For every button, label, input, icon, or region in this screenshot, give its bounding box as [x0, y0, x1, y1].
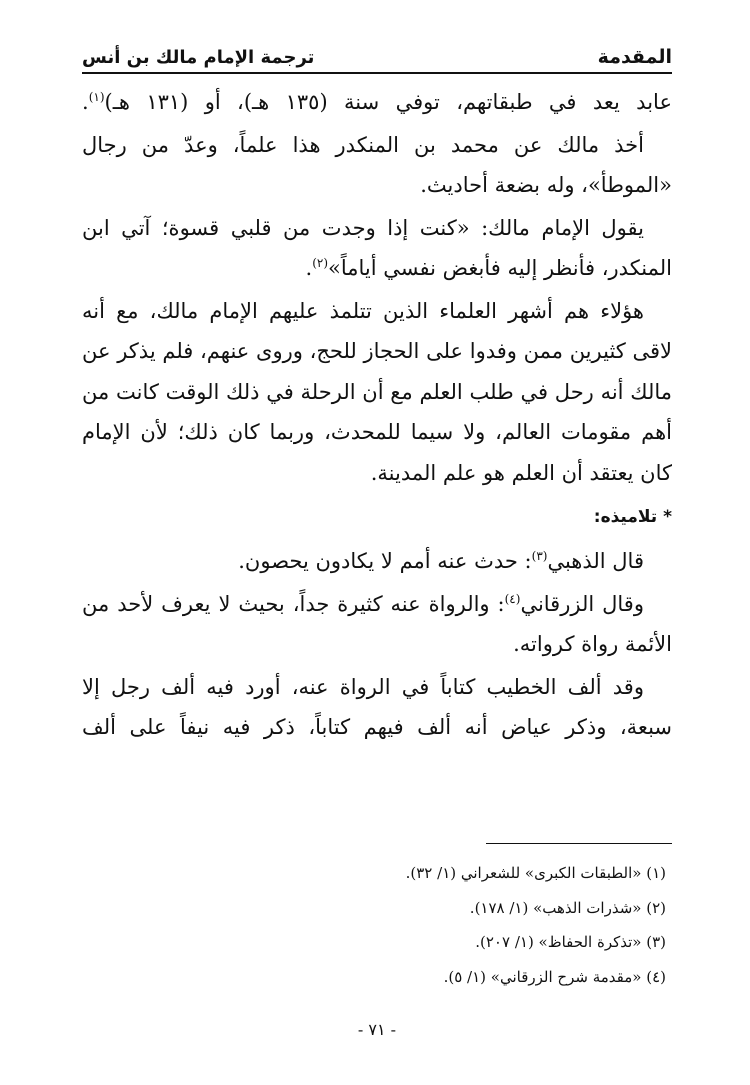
paragraph-text: قال الذهبي — [547, 549, 644, 573]
paragraph-zurqani — [82, 584, 672, 665]
footnote-1: (١) «الطبقات الكبرى» للشعراني (١/ ٣٢). — [405, 864, 666, 882]
footnotes — [82, 856, 666, 994]
paragraph-ibn-munkadir: أخذ مالك عن محمد بن المنكدر هذا علماً، وعدّ من رجال «الموطأ»، وله بضعة أحاديث. — [82, 132, 672, 197]
paragraph-tail: . — [82, 90, 89, 114]
paragraph-dhahabi — [82, 541, 672, 582]
footnote-4: (٤) «مقدمة شرح الزرقاني» (١/ ٥). — [443, 967, 666, 986]
paragraph-khatib: وقد ألف الخطيب كتاباً في الرواة عنه، أورد فيه ألف رجل إلا سبعة، وذكر عياض أنه ألف فيهم كتاباً، ذكر فيه نيفاً على ألف — [82, 674, 672, 739]
page-body — [82, 82, 672, 750]
page-number: - ٧١ - — [357, 1020, 397, 1039]
section-title: المقدمة — [597, 46, 672, 68]
paragraph-text: وقال الزرقاني — [520, 591, 644, 616]
footnote-separator — [486, 843, 672, 844]
footnote-ref: (٣) — [531, 549, 548, 563]
footnote-2: (٢) «شذرات الذهب» (١/ ١٧٨). — [469, 898, 666, 917]
paragraph-teachers: هؤلاء هم أشهر العلماء الذين تتلمذ عليهم الإمام مالك، مع أنه لاقى كثيرين ممن وفدوا على الحجاز للحج، وروى عنهم، فلم يذكر عن مالك أنه رحل في طلب العلم مع أن الرحلة في ذلك الوقت كانت من أهم مقومات العالم، ولا سيما للمحدث، وربما كان ذلك؛ لأن الإمام كان يعتقد أن العلم هو علم المدينة. — [82, 298, 672, 485]
book-page — [82, 30, 672, 1060]
footnote-ref: (١) — [88, 90, 105, 104]
footnote-ref: (٢) — [312, 256, 329, 270]
paragraph-text: : والرواة عنه كثيرة جداً، بحيث لا يعرف لأحد من الأئمة رواة كرواته. — [82, 591, 672, 656]
running-header — [82, 32, 672, 74]
footnote-ref: (٤) — [504, 591, 521, 606]
paragraph-text: عابد يعد في طبقاتهم، توفي سنة (١٣٥ هـ)، أو (١٣١ هـ) — [104, 90, 672, 114]
subheading-students: * تلاميذه: — [593, 507, 672, 527]
paragraph-malik-quote — [82, 208, 672, 289]
paragraph-text: : حدث عنه أمم لا يكادون يحصون. — [238, 549, 532, 573]
paragraph-tail: . — [305, 256, 313, 280]
book-title: ترجمة الإمام مالك بن أنس — [82, 47, 315, 68]
footnote-3: (٣) «تذكرة الحفاظ» (١/ ٢٠٧). — [475, 933, 666, 951]
paragraph-continued — [82, 82, 672, 123]
paragraph-text: يقول الإمام مالك: «كنت إذا وجدت من قلبي قسوة؛ آتي ابن المنكدر، فأنظر إليه فأبغض نفسي أياماً» — [82, 215, 672, 280]
